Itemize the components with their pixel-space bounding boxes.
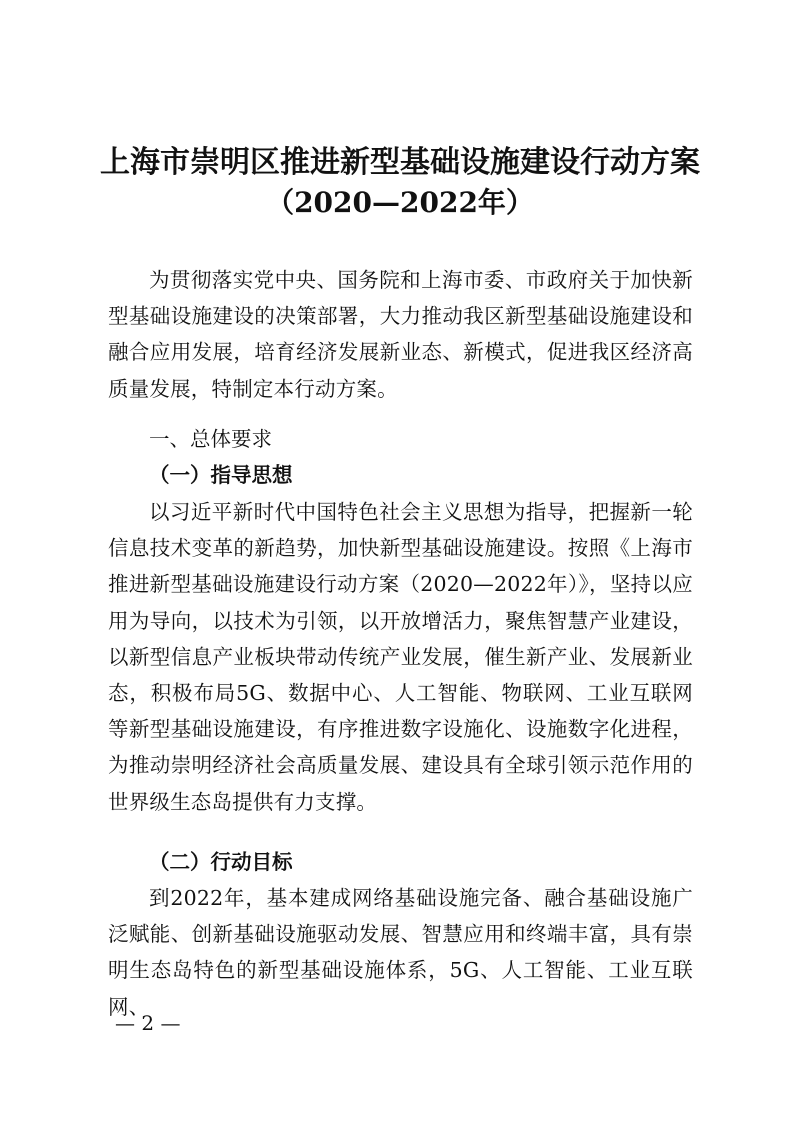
action-goals-paragraph: 到2022年，基本建成网络基础设施完备、融合基础设施广泛赋能、创新基础设施驱动发展、智慧应用和终端丰富，具有崇明生态岛特色的新型基础设施体系，5G、人工智能、工业互联网、 (108, 886, 693, 1019)
document-title: 上海市崇明区推进新型基础设施建设行动方案 (100, 145, 700, 180)
page-number: — 2 — (115, 1011, 181, 1035)
guiding-ideology-paragraph: 以习近平新时代中国特色社会主义思想为指导，把握新一轮信息技术变革的新趋势，加快新型基础设施建设。按照《上海市推进新型基础设施建设行动方案（2020—2022年）》，坚持以应用为导向，以技术为引领，以开放增活力，聚焦智慧产业建设，以新型信息产业板块带动传统产业发展，催生新产业、发展新业态，积极布局5G、数据中心、人工智能、物联网、工业互联网等新型基础设施建设，有序推进数字设施化、设施数字化进程，为推动崇明经济社会高质量发展、建设具有全球引领示范作用的世界级生态岛提供有力支撑。 (108, 500, 693, 814)
intro-paragraph: 为贯彻落实党中央、国务院和上海市委、市政府关于加快新型基础设施建设的决策部署，大力推动我区新型基础设施建设和融合应用发展，培育经济发展新业态、新模式，促进我区经济高质量发展，特制定本行动方案。 (108, 268, 693, 401)
subsection-heading-action-goals: （二）行动目标 (149, 850, 293, 874)
section-heading-general-requirements: 一、总体要求 (149, 427, 272, 451)
document-title-years: （2020—2022年） (266, 186, 534, 219)
subsection-heading-guiding-ideology: （一）指导思想 (149, 463, 293, 487)
